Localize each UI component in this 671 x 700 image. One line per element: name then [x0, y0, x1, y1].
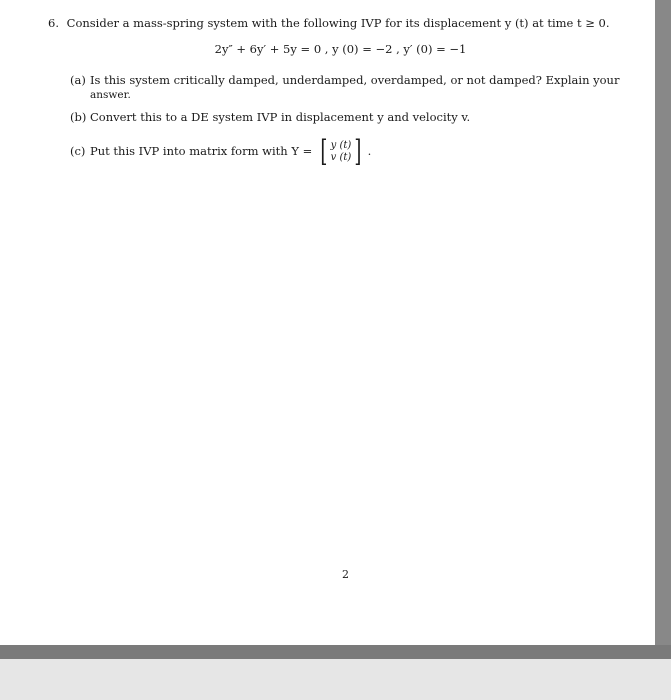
viewer-background: [0, 659, 671, 700]
left-bracket: [: [320, 134, 328, 169]
problem-statement: [48, 14, 638, 32]
page-number: 2: [342, 568, 349, 581]
part-c-end: .: [367, 144, 372, 158]
part-b-label: (b): [70, 110, 87, 124]
page-bottom-border: [0, 645, 671, 659]
part-c-label: (c): [70, 144, 86, 158]
part-a-label: (a): [70, 73, 86, 87]
matrix-entry-bottom: v (t): [330, 152, 352, 163]
part-b-text: Convert this to a DE system IVP in displacement y and velocity v.: [90, 110, 471, 124]
matrix-entry-top: y (t): [330, 140, 352, 151]
part-a: [70, 73, 630, 103]
matrix-entries: [330, 140, 353, 164]
state-vector-matrix: [318, 134, 364, 169]
scrollbar-track[interactable]: [655, 0, 671, 645]
ivp-equation: 2y″ + 6y′ + 5y = 0 , y (0) = −2 , y′ (0) = −1: [214, 42, 467, 56]
problem-text: Consider a mass-spring system with the following IVP for its displacement y (t) at time t ≥ 0.: [66, 16, 610, 30]
part-a-text: Is this system critically damped, underdamped, overdamped, or not damped? Explain your: [90, 73, 620, 87]
problem-number: 6.: [48, 16, 59, 30]
part-c-text: Put this IVP into matrix form with Y =: [90, 144, 313, 158]
part-a-continuation: answer.: [90, 89, 131, 101]
part-b: [70, 110, 630, 125]
part-c: [70, 134, 630, 169]
right-bracket: ]: [354, 134, 362, 169]
